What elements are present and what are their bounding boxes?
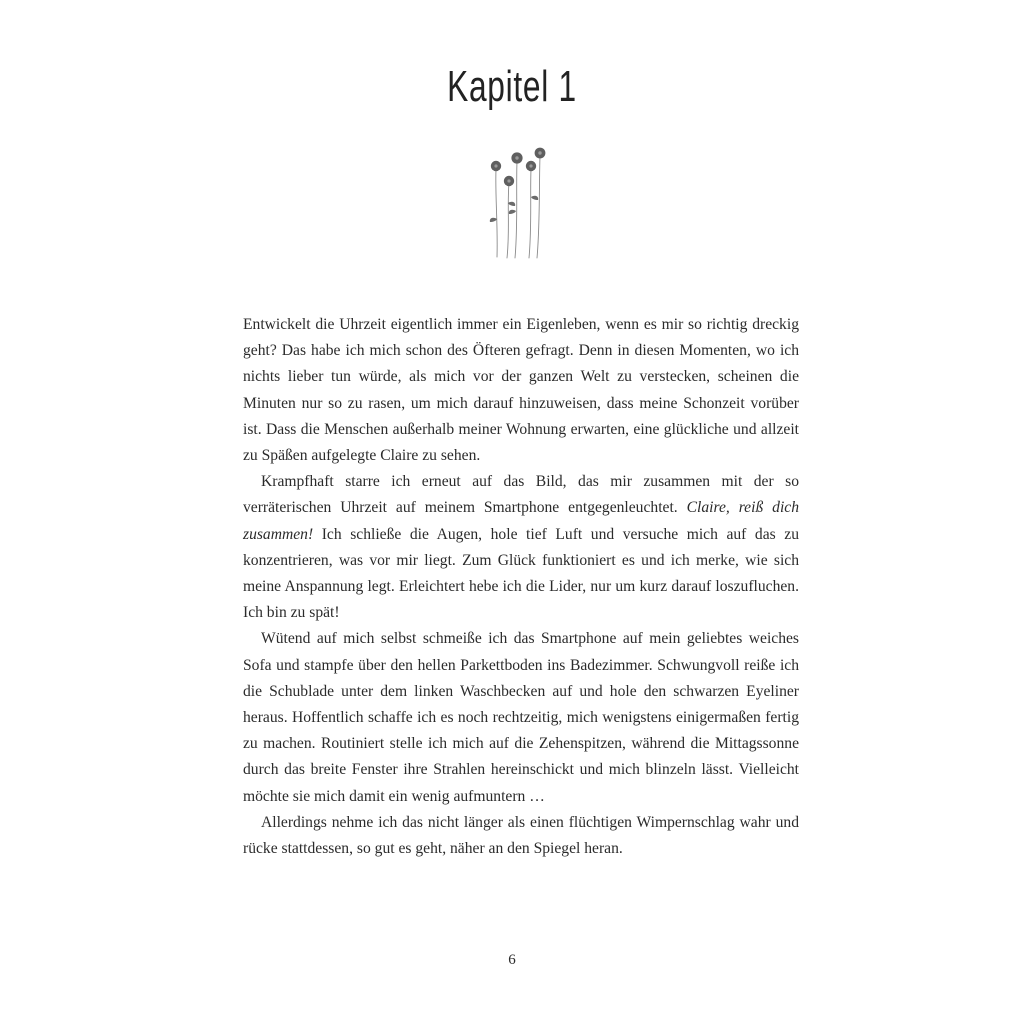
page-number: 6 [508, 952, 516, 968]
paragraph [243, 626, 799, 809]
text-run: Entwickelt die Uhrzeit eigentlich immer ein Eigenleben, wenn es mir so richtig dreckig geht? Das habe ich mich schon des Öfteren gefragt. Denn in diesen Momenten, wo ich nichts lieber tun würde, als mich vor der ganzen Welt zu verstecken, scheinen die Minuten nur so zu rasen, um mich darauf hinzuweisen, dass meine Schonzeit vorüber ist. Dass die Menschen außerhalb meiner Wohnung erwarten, eine glückliche und allzeit zu Späßen aufgelegte Claire zu sehen. [243, 316, 799, 465]
text-run: Krampfhaft starre ich erneut auf das Bild, das mir zusammen mit der so verräterischen Uhrzeit auf meinem Smartphone entgegenleuchtet. [243, 473, 799, 517]
italic-text: Claire, reiß dich zusammen! [243, 499, 800, 543]
text-run: Allerdings nehme ich das nicht länger als einen flüchtigen Wimpernschlag wahr und rücke stattdessen, so gut es geht, näher an den Spiegel heran. [243, 813, 799, 858]
text-run: Wütend auf mich selbst schmeiße ich das Smartphone auf mein geliebtes weiches Sofa und stampfe über den hellen Parkettboden ins Badezimmer. Schwungvoll reiße ich die Schublade unter dem linken Waschbecken auf und hole den schwarzen Eyeliner heraus. Hoffentlich schaffe ich es noch rechtzeitig, mich wenigstens einigermaßen fertig zu machen. Routiniert stelle ich mich auf die Zehenspitzen, während die Mittagssonne durch das breite Fenster ihre Strahlen hereinschickt und mich blinzeln lässt. Vielleicht möchte sie mich damit ein wenig aufmuntern … [243, 630, 799, 805]
chapter-title: Kapitel 1 [447, 62, 577, 111]
paragraph [243, 810, 799, 862]
paragraph [243, 469, 799, 626]
chapter-body-text [243, 312, 799, 862]
paragraph [243, 312, 799, 469]
flowers-icon [482, 145, 546, 260]
text-run: Ich schließe die Augen, hole tief Luft und versuche mich auf das zu konzentrieren, was vor mir liegt. Zum Glück funktioniert es und ich merke, wie sich meine Anspannung legt. Erleichtert hebe ich die Lider, nur um kurz darauf loszufluchen. Ich bin zu spät! [243, 525, 799, 622]
